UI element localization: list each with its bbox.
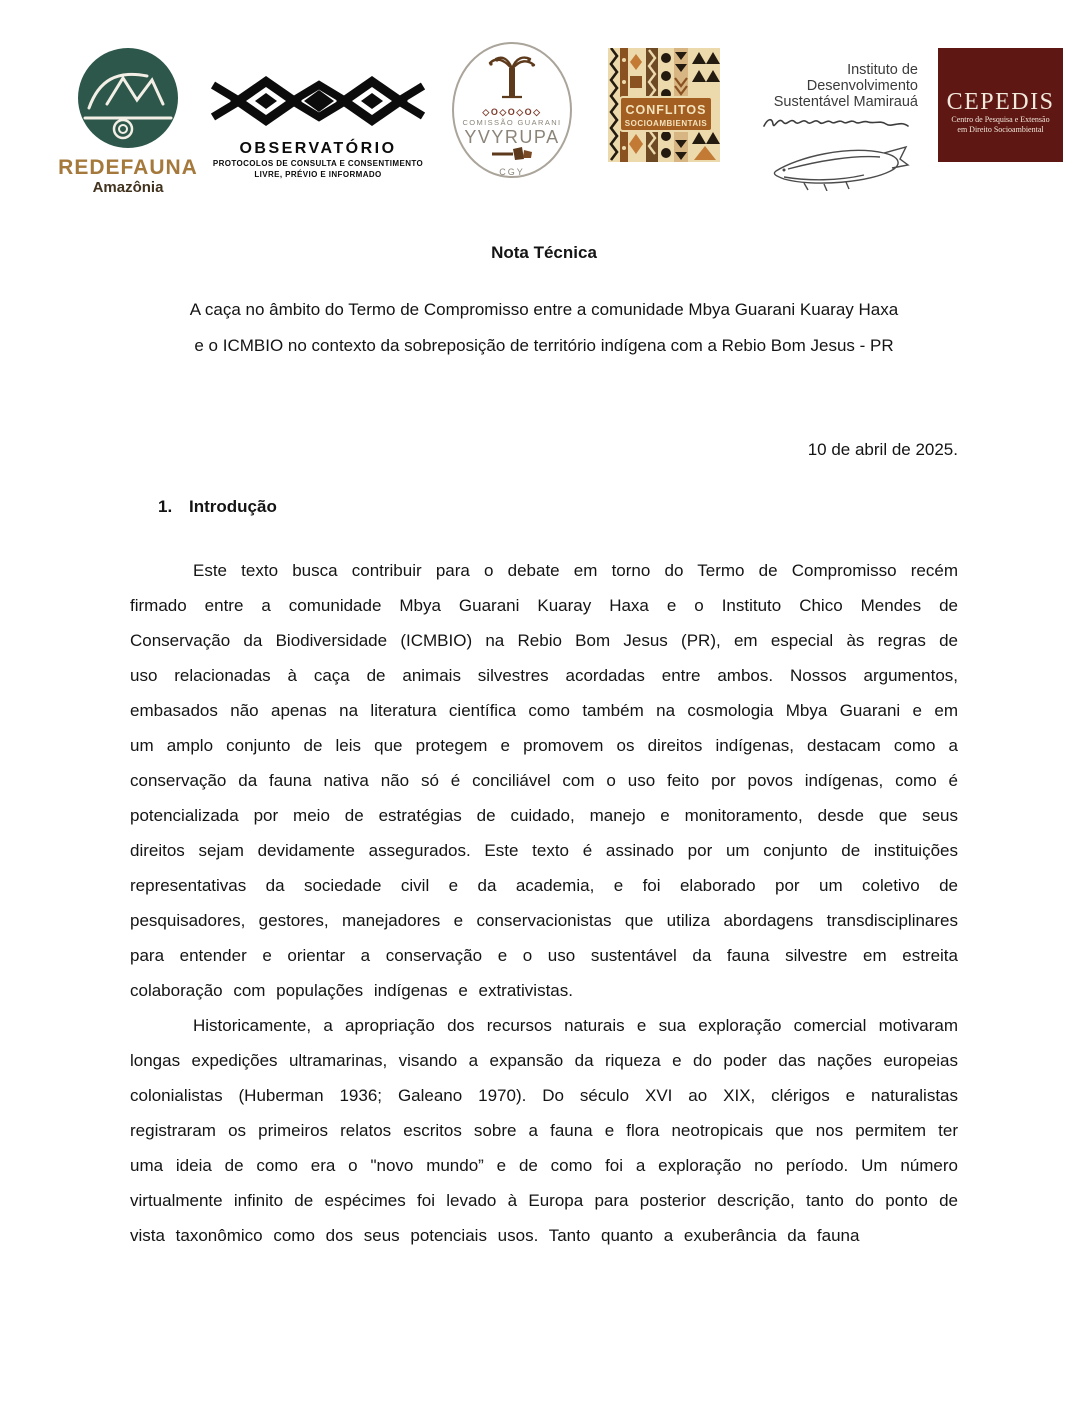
body-paragraph-2: Historicamente, a apropriação dos recursos naturais e sua exploração comercial motivaram longas expedições ultramarinas, visando a expansão da riqueza e do poder das nações europeias colonialistas (Huberman 1936; Galeano 1970). Do século XVI ao XIX, clérigos e naturalistas registraram os primeiros relatos escritos sobre a fauna e flora neotropicais que nos permitem ter uma ideia de como era o "novo mundo” e de como foi a exploração no período. Um número virtualmente infinito de espécimes foi levado à Europa para posterior descrição, tanto do ponto de vista taxonômico como dos seus potenciais usos. Tanto quanto a exuberância da fauna xyxy=(130,1016,958,1245)
document-subtitle-line-1: A caça no âmbito do Termo de Compromisso entre a comunidade Mbya Guarani Kuaray Haxa xyxy=(189,300,899,319)
cepedis-wordmark: CEPEDIS xyxy=(946,89,1055,115)
pipe-icon xyxy=(489,147,535,160)
cgy-logo xyxy=(452,42,572,178)
cgy-org-line-1: COMISSÃO GUARANI xyxy=(462,118,562,127)
mamiraua-logo xyxy=(738,62,918,196)
cgy-acronym: CGY xyxy=(499,167,525,177)
cepedis-subtitle-1: Centro de Pesquisa e Extensão xyxy=(951,115,1050,124)
observatorio-tagline-2: LIVRE, PRÉVIO E INFORMADO xyxy=(254,170,382,179)
document-subtitle xyxy=(130,292,958,364)
redefauna-subtitle: Amazônia xyxy=(92,179,164,196)
signature-icon xyxy=(762,112,912,134)
observatorio-tagline-1: PROTOCOLOS DE CONSULTA E CONSENTIMENTO xyxy=(212,159,424,168)
observatorio-wordmark: OBSERVATÓRIO xyxy=(239,140,397,157)
mamiraua-name-line-2: Sustentável Mamirauá xyxy=(773,94,918,110)
cgy-org-line-2: YVYRUPA xyxy=(464,127,560,147)
conflitos-logo xyxy=(608,48,720,162)
cepedis-subtitle-2: em Direito Socioambiental xyxy=(957,125,1044,134)
mamiraua-name-line-1: Instituto de Desenvolvimento xyxy=(806,62,918,94)
tribal-pattern-icon xyxy=(608,48,720,162)
cepedis-logo xyxy=(938,48,1063,162)
section-number: 1. xyxy=(158,497,173,516)
document-subtitle-line-2: e o ICMBIO no contexto da sobreposição de território indígena com a Rebio Bom Jesus - PR xyxy=(194,336,894,355)
observatorio-pattern-icon xyxy=(211,70,425,132)
section-title: Introdução xyxy=(189,497,277,516)
conflitos-subtitle: SOCIOAMBIENTAIS xyxy=(624,119,708,128)
cgy-circle xyxy=(452,42,572,178)
document-date: 10 de abril de 2025. xyxy=(807,440,958,459)
redefauna-logo xyxy=(58,46,198,197)
page-title: Nota Técnica xyxy=(491,243,597,262)
fish-sketch-icon xyxy=(768,139,918,191)
document-body xyxy=(130,553,958,1253)
redefauna-emblem-icon xyxy=(59,46,197,150)
palm-tree-icon xyxy=(486,54,538,100)
conflitos-title: CONFLITOS xyxy=(625,103,707,117)
section-heading xyxy=(158,497,277,517)
cgy-pattern-band: ◇O◇O◇O◇ xyxy=(482,107,542,117)
observatorio-logo xyxy=(210,70,426,180)
redefauna-wordmark: REDEFAUNA xyxy=(58,156,198,179)
body-paragraph-1: Este texto busca contribuir para o debate em torno do Termo de Compromisso recém firmado entre a comunidade Mbya Guarani Kuaray Haxa e o Instituto Chico Mendes de Conservação da Biodiversidade (ICMBIO) na Rebio Bom Jesus (PR), em especial às regras de uso relacionadas à caça de animais silvestres acordadas entre ambos. Nossos argumentos, embasados não apenas na literatura científica como também na cosmologia Mbya Guarani e em um amplo conjunto de leis que protegem e promovem os direitos indígenas, destacam como a conservação da fauna nativa não só é conciliável com o uso feito por povos indígenas, como é potencializada por meio de estratégias de cuidado, manejo e monitoramento, desde que seus direitos sejam devidamente assegurados. Este texto é assinado por um conjunto de instituições representativas da sociedade civil e da academia, e foi elaborado por um coletivo de pesquisadores, gestores, manejadores e conservacionistas que utiliza abordagens transdisciplinares para entender e orientar a conservação e o uso sustentável da fauna silvestre em estreita colaboração com populações indígenas e extrativistas. xyxy=(130,561,958,1000)
